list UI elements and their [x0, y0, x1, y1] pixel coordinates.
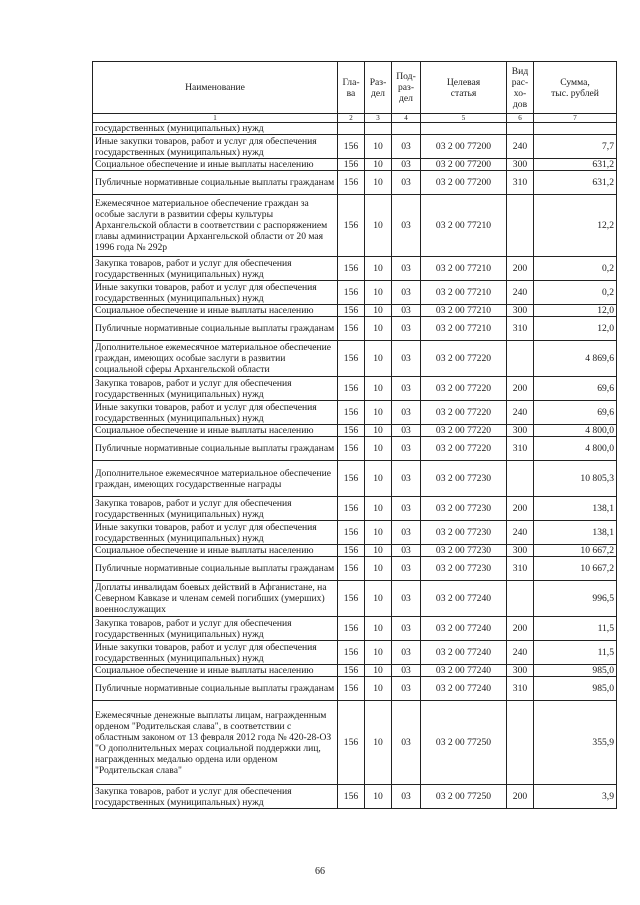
row-razdel: 10: [365, 521, 392, 545]
row-target-article: 03 2 00 77240: [421, 677, 507, 701]
table-row: [93, 377, 617, 401]
row-podrazdel: 03: [392, 341, 421, 377]
row-sum: 0,2: [534, 257, 617, 281]
column-number: 7: [534, 114, 617, 123]
row-target-article: 03 2 00 77220: [421, 425, 507, 437]
row-razdel: 10: [365, 641, 392, 665]
column-number: 5: [421, 114, 507, 123]
column-number: 6: [507, 114, 534, 123]
header-glava: Гла- ва: [338, 62, 365, 114]
row-expense-type: 200: [507, 497, 534, 521]
row-razdel: 10: [365, 401, 392, 425]
row-glava: 156: [338, 401, 365, 425]
table-row: [93, 317, 617, 341]
row-podrazdel: 03: [392, 521, 421, 545]
row-expense-type: 200: [507, 617, 534, 641]
row-expense-type: 310: [507, 317, 534, 341]
table-row: [93, 701, 617, 785]
row-sum: 10 805,3: [534, 461, 617, 497]
row-glava: 156: [338, 677, 365, 701]
row-podrazdel: 03: [392, 545, 421, 557]
row-glava: 156: [338, 557, 365, 581]
table-row: [93, 195, 617, 257]
row-expense-type: 300: [507, 545, 534, 557]
table-row: [93, 665, 617, 677]
row-name: государственных (муниципальных) нужд: [93, 123, 338, 135]
row-podrazdel: 03: [392, 159, 421, 171]
table-row: [93, 545, 617, 557]
row-name: Социальное обеспечение и иные выплаты населению: [93, 305, 338, 317]
row-glava: 156: [338, 665, 365, 677]
row-glava: 156: [338, 461, 365, 497]
row-razdel: 10: [365, 545, 392, 557]
row-razdel: 10: [365, 305, 392, 317]
row-sum: 4 800,0: [534, 425, 617, 437]
table-body: [93, 123, 617, 809]
row-glava: 156: [338, 521, 365, 545]
page-number: 66: [315, 866, 325, 877]
row-name: Закупка товаров, работ и услуг для обеспечения государственных (муниципальных) нужд: [93, 497, 338, 521]
table-row: [93, 123, 617, 135]
row-sum: 7,7: [534, 135, 617, 159]
row-glava: 156: [338, 305, 365, 317]
row-name: Закупка товаров, работ и услуг для обеспечения государственных (муниципальных) нужд: [93, 617, 338, 641]
row-razdel: [365, 123, 392, 135]
row-name: Ежемесячные денежные выплаты лицам, награжденным орденом "Родительская слава", в соответствии с областным законом от 13 февраля 2012 года № 420-28-ОЗ "О дополнительных мерах социальной поддержки лиц, награжденных медалью ордена или орденом "Родительская слава": [93, 701, 338, 785]
row-expense-type: 300: [507, 425, 534, 437]
row-expense-type: 300: [507, 665, 534, 677]
row-sum: 631,2: [534, 171, 617, 195]
table-row: [93, 171, 617, 195]
row-name: Доплаты инвалидам боевых действий в Афганистане, на Северном Кавказе и членам семей погибших (умерших) военнослужащих: [93, 581, 338, 617]
row-razdel: 10: [365, 317, 392, 341]
row-podrazdel: 03: [392, 401, 421, 425]
row-razdel: 10: [365, 377, 392, 401]
row-sum: 12,0: [534, 317, 617, 341]
row-glava: 156: [338, 195, 365, 257]
table-row: [93, 785, 617, 809]
table-row: [93, 437, 617, 461]
row-target-article: 03 2 00 77200: [421, 159, 507, 171]
row-podrazdel: 03: [392, 317, 421, 341]
row-expense-type: 200: [507, 785, 534, 809]
table-row: [93, 425, 617, 437]
row-podrazdel: 03: [392, 171, 421, 195]
row-expense-type: [507, 341, 534, 377]
row-target-article: 03 2 00 77210: [421, 281, 507, 305]
row-podrazdel: 03: [392, 677, 421, 701]
row-sum: 10 667,2: [534, 545, 617, 557]
row-razdel: 10: [365, 135, 392, 159]
row-razdel: 10: [365, 171, 392, 195]
row-razdel: 10: [365, 581, 392, 617]
row-name: Социальное обеспечение и иные выплаты населению: [93, 159, 338, 171]
row-expense-type: [507, 581, 534, 617]
row-target-article: 03 2 00 77200: [421, 135, 507, 159]
row-expense-type: 310: [507, 171, 534, 195]
row-target-article: [421, 123, 507, 135]
row-sum: 631,2: [534, 159, 617, 171]
column-number: 1: [93, 114, 338, 123]
row-expense-type: [507, 461, 534, 497]
row-name: Публичные нормативные социальные выплаты гражданам: [93, 557, 338, 581]
row-target-article: 03 2 00 77210: [421, 257, 507, 281]
row-razdel: 10: [365, 785, 392, 809]
row-podrazdel: 03: [392, 701, 421, 785]
row-podrazdel: 03: [392, 461, 421, 497]
table-row: [93, 401, 617, 425]
table-row: [93, 677, 617, 701]
header-name: Наименование: [93, 62, 338, 114]
row-target-article: 03 2 00 77220: [421, 437, 507, 461]
row-name: Социальное обеспечение и иные выплаты населению: [93, 425, 338, 437]
row-name: Закупка товаров, работ и услуг для обеспечения государственных (муниципальных) нужд: [93, 257, 338, 281]
row-target-article: 03 2 00 77210: [421, 195, 507, 257]
header-podrazdel: Под- раз- дел: [392, 62, 421, 114]
row-podrazdel: 03: [392, 281, 421, 305]
row-target-article: 03 2 00 77220: [421, 341, 507, 377]
row-razdel: 10: [365, 665, 392, 677]
row-podrazdel: 03: [392, 617, 421, 641]
row-sum: 3,9: [534, 785, 617, 809]
row-razdel: 10: [365, 677, 392, 701]
row-expense-type: 300: [507, 305, 534, 317]
row-sum: 4 869,6: [534, 341, 617, 377]
table-row: [93, 521, 617, 545]
table-row: [93, 461, 617, 497]
row-sum: [534, 123, 617, 135]
row-target-article: 03 2 00 77210: [421, 305, 507, 317]
row-name: Публичные нормативные социальные выплаты гражданам: [93, 317, 338, 341]
table-row: [93, 305, 617, 317]
row-expense-type: 240: [507, 135, 534, 159]
row-expense-type: 240: [507, 401, 534, 425]
row-expense-type: 310: [507, 557, 534, 581]
table-row: [93, 557, 617, 581]
row-name: Иные закупки товаров, работ и услуг для обеспечения государственных (муниципальных) нужд: [93, 641, 338, 665]
row-name: Иные закупки товаров, работ и услуг для обеспечения государственных (муниципальных) нужд: [93, 521, 338, 545]
row-expense-type: 200: [507, 257, 534, 281]
row-podrazdel: 03: [392, 557, 421, 581]
row-glava: 156: [338, 341, 365, 377]
column-numbers-row: [93, 114, 617, 123]
row-expense-type: 200: [507, 377, 534, 401]
row-expense-type: [507, 701, 534, 785]
row-expense-type: 300: [507, 159, 534, 171]
table-header: [93, 62, 617, 123]
row-podrazdel: 03: [392, 641, 421, 665]
row-target-article: 03 2 00 77250: [421, 785, 507, 809]
row-glava: 156: [338, 171, 365, 195]
row-razdel: 10: [365, 557, 392, 581]
row-glava: 156: [338, 581, 365, 617]
row-sum: 69,6: [534, 401, 617, 425]
row-razdel: 10: [365, 341, 392, 377]
column-number: 4: [392, 114, 421, 123]
column-number: 3: [365, 114, 392, 123]
header-razdel: Раз- дел: [365, 62, 392, 114]
row-target-article: 03 2 00 77240: [421, 641, 507, 665]
table-row: [93, 281, 617, 305]
row-razdel: 10: [365, 425, 392, 437]
row-glava: 156: [338, 497, 365, 521]
row-glava: 156: [338, 437, 365, 461]
budget-table: [92, 61, 617, 809]
row-razdel: 10: [365, 497, 392, 521]
row-sum: 10 667,2: [534, 557, 617, 581]
row-glava: 156: [338, 545, 365, 557]
row-glava: 156: [338, 281, 365, 305]
row-podrazdel: 03: [392, 665, 421, 677]
row-sum: 0,2: [534, 281, 617, 305]
row-podrazdel: 03: [392, 581, 421, 617]
table-row: [93, 581, 617, 617]
row-target-article: 03 2 00 77230: [421, 545, 507, 557]
row-expense-type: 240: [507, 641, 534, 665]
row-name: Ежемесячное материальное обеспечение граждан за особые заслуги в развитии сферы культуры Архангельской области в соответствии с распоряжением главы администрации Архангельской области от 20 мая 1996 года № 292р: [93, 195, 338, 257]
row-razdel: 10: [365, 257, 392, 281]
row-razdel: 10: [365, 195, 392, 257]
row-target-article: 03 2 00 77220: [421, 401, 507, 425]
row-glava: 156: [338, 617, 365, 641]
row-sum: 69,6: [534, 377, 617, 401]
row-glava: 156: [338, 425, 365, 437]
table-row: [93, 641, 617, 665]
row-name: Иные закупки товаров, работ и услуг для обеспечения государственных (муниципальных) нужд: [93, 281, 338, 305]
row-target-article: 03 2 00 77210: [421, 317, 507, 341]
table-row: [93, 497, 617, 521]
row-name: Иные закупки товаров, работ и услуг для обеспечения государственных (муниципальных) нужд: [93, 401, 338, 425]
row-podrazdel: 03: [392, 257, 421, 281]
row-podrazdel: 03: [392, 785, 421, 809]
row-target-article: 03 2 00 77230: [421, 557, 507, 581]
row-glava: 156: [338, 257, 365, 281]
row-glava: 156: [338, 135, 365, 159]
row-podrazdel: 03: [392, 305, 421, 317]
table-row: [93, 159, 617, 171]
row-sum: 12,0: [534, 305, 617, 317]
row-glava: 156: [338, 785, 365, 809]
row-podrazdel: 03: [392, 195, 421, 257]
row-podrazdel: [392, 123, 421, 135]
header-vid: Вид рас- хо- дов: [507, 62, 534, 114]
row-expense-type: [507, 195, 534, 257]
row-razdel: 10: [365, 281, 392, 305]
row-sum: 985,0: [534, 665, 617, 677]
row-podrazdel: 03: [392, 425, 421, 437]
row-podrazdel: 03: [392, 377, 421, 401]
row-sum: 11,5: [534, 641, 617, 665]
row-target-article: 03 2 00 77230: [421, 521, 507, 545]
row-target-article: 03 2 00 77230: [421, 461, 507, 497]
row-expense-type: 240: [507, 521, 534, 545]
row-razdel: 10: [365, 617, 392, 641]
table-row: [93, 257, 617, 281]
row-target-article: 03 2 00 77240: [421, 665, 507, 677]
row-target-article: 03 2 00 77250: [421, 701, 507, 785]
row-sum: 138,1: [534, 497, 617, 521]
row-name: Закупка товаров, работ и услуг для обеспечения государственных (муниципальных) нужд: [93, 377, 338, 401]
row-name: Дополнительное ежемесячное материальное обеспечение граждан, имеющих государственные награды: [93, 461, 338, 497]
row-sum: 355,9: [534, 701, 617, 785]
row-expense-type: [507, 123, 534, 135]
row-expense-type: 310: [507, 437, 534, 461]
header-sum: Сумма, тыс. рублей: [534, 62, 617, 114]
row-glava: 156: [338, 701, 365, 785]
row-sum: 12,2: [534, 195, 617, 257]
table-row: [93, 135, 617, 159]
row-target-article: 03 2 00 77230: [421, 497, 507, 521]
row-razdel: 10: [365, 461, 392, 497]
row-target-article: 03 2 00 77240: [421, 617, 507, 641]
row-glava: 156: [338, 159, 365, 171]
row-sum: 985,0: [534, 677, 617, 701]
row-name: Закупка товаров, работ и услуг для обеспечения государственных (муниципальных) нужд: [93, 785, 338, 809]
table-row: [93, 341, 617, 377]
row-glava: 156: [338, 641, 365, 665]
row-glava: 156: [338, 377, 365, 401]
row-glava: 156: [338, 317, 365, 341]
row-razdel: 10: [365, 159, 392, 171]
row-razdel: 10: [365, 437, 392, 461]
row-razdel: 10: [365, 701, 392, 785]
row-name: Иные закупки товаров, работ и услуг для обеспечения государственных (муниципальных) нужд: [93, 135, 338, 159]
row-name: Публичные нормативные социальные выплаты гражданам: [93, 171, 338, 195]
row-target-article: 03 2 00 77200: [421, 171, 507, 195]
row-sum: 138,1: [534, 521, 617, 545]
row-sum: 4 800,0: [534, 437, 617, 461]
table-row: [93, 617, 617, 641]
row-target-article: 03 2 00 77220: [421, 377, 507, 401]
row-expense-type: 310: [507, 677, 534, 701]
header-article: Целевая статья: [421, 62, 507, 114]
row-name: Публичные нормативные социальные выплаты гражданам: [93, 437, 338, 461]
row-glava: [338, 123, 365, 135]
row-name: Социальное обеспечение и иные выплаты населению: [93, 545, 338, 557]
row-podrazdel: 03: [392, 437, 421, 461]
budget-table-page: [92, 61, 616, 809]
row-podrazdel: 03: [392, 497, 421, 521]
row-expense-type: 240: [507, 281, 534, 305]
row-podrazdel: 03: [392, 135, 421, 159]
row-sum: 996,5: [534, 581, 617, 617]
row-name: Публичные нормативные социальные выплаты гражданам: [93, 677, 338, 701]
column-number: 2: [338, 114, 365, 123]
row-sum: 11,5: [534, 617, 617, 641]
row-name: Дополнительное ежемесячное материальное обеспечение граждан, имеющих особые заслуги в развитии социальной сферы Архангельской области: [93, 341, 338, 377]
row-name: Социальное обеспечение и иные выплаты населению: [93, 665, 338, 677]
row-target-article: 03 2 00 77240: [421, 581, 507, 617]
